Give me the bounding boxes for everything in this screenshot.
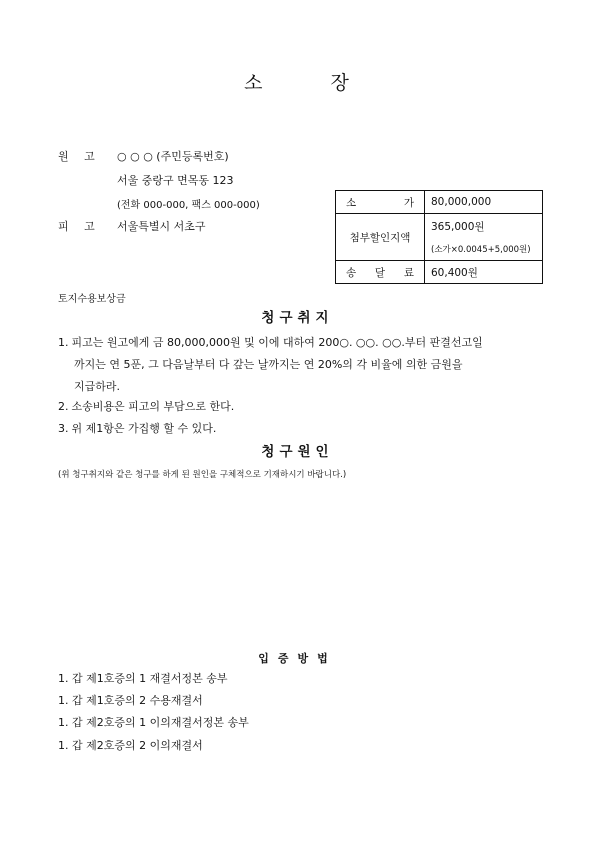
plaintiff-contact: (전화 000-000, 팩스 000-000) — [117, 200, 260, 211]
claim-amount-value: 80,000,000 — [425, 191, 543, 214]
stamp-fee-value: 365,000원 — [431, 221, 485, 233]
evidence-item-2: 1. 갑 제1호증의 2 수용재결서 — [58, 694, 203, 707]
claim-purpose-heading: 청구취지 — [261, 310, 334, 326]
plaintiff-name: ○ ○ ○ (주민등록번호) — [117, 150, 229, 163]
stamp-fee-label: 첨부할인지액 — [336, 214, 425, 261]
service-fee-label-b: 달 — [374, 266, 386, 279]
claim-item-2 — [58, 396, 234, 418]
stamp-fee-formula: (소가×0.0045+5,000원) — [431, 245, 531, 255]
fee-row-claim-amount — [336, 191, 543, 214]
claim-item-1-line3: 지급하라. — [74, 380, 121, 393]
claim-item-1-num: 1. — [58, 336, 69, 349]
defendant-label: 피 고 — [58, 220, 101, 233]
plaintiff-address: 서울 중랑구 면목동 123 — [117, 174, 234, 187]
document-title — [0, 68, 595, 95]
claim-item-2-num: 2. — [58, 400, 69, 413]
claim-item-3-text: 위 제1항은 가집행 할 수 있다. — [71, 422, 217, 435]
evidence-item-1: 1. 갑 제1호증의 1 재결서정본 송부 — [58, 672, 228, 685]
title-char-2: 장 — [330, 72, 351, 94]
case-name: 토지수용보상금 — [58, 294, 126, 305]
defendant-name: 서울특별시 서초구 — [117, 220, 206, 233]
plaintiff-label: 원 고 — [58, 150, 101, 163]
claim-amount-label-a: 소 — [346, 196, 357, 209]
fee-table — [335, 190, 543, 284]
claim-item-1 — [58, 332, 483, 398]
claim-cause-heading: 청구원인 — [261, 444, 334, 460]
evidence-item-4: 1. 갑 제2호증의 2 이의재결서 — [58, 739, 203, 752]
claim-item-2-text: 소송비용은 피고의 부담으로 한다. — [71, 400, 235, 413]
evidence-item-3: 1. 갑 제2호증의 1 이의재결서정본 송부 — [58, 716, 249, 729]
evidence-heading: 입증방법 — [258, 652, 337, 665]
title-char-1: 소 — [244, 72, 265, 94]
claim-amount-label-b: 가 — [403, 196, 414, 209]
claim-cause-note: (위 청구취지와 같은 청구를 하게 된 원인을 구체적으로 기재하시기 바랍니다.) — [58, 470, 347, 480]
fee-row-stamp — [336, 214, 543, 261]
service-fee-label-a: 송 — [346, 266, 357, 279]
claim-item-1-line1: 피고는 원고에게 금 80,000,000원 및 이에 대하여 200○. ○○. ○○.부터 판결선고일 — [71, 336, 483, 349]
claim-item-1-line2: 까지는 연 5푼, 그 다음날부터 다 갚는 날까지는 연 20%의 각 비율에 의한 금원을 — [74, 358, 463, 371]
claim-item-3 — [58, 418, 216, 440]
claim-item-3-num: 3. — [58, 422, 69, 435]
fee-row-service — [336, 261, 543, 284]
service-fee-label-c: 료 — [403, 266, 414, 279]
service-fee-value: 60,400원 — [425, 261, 543, 284]
